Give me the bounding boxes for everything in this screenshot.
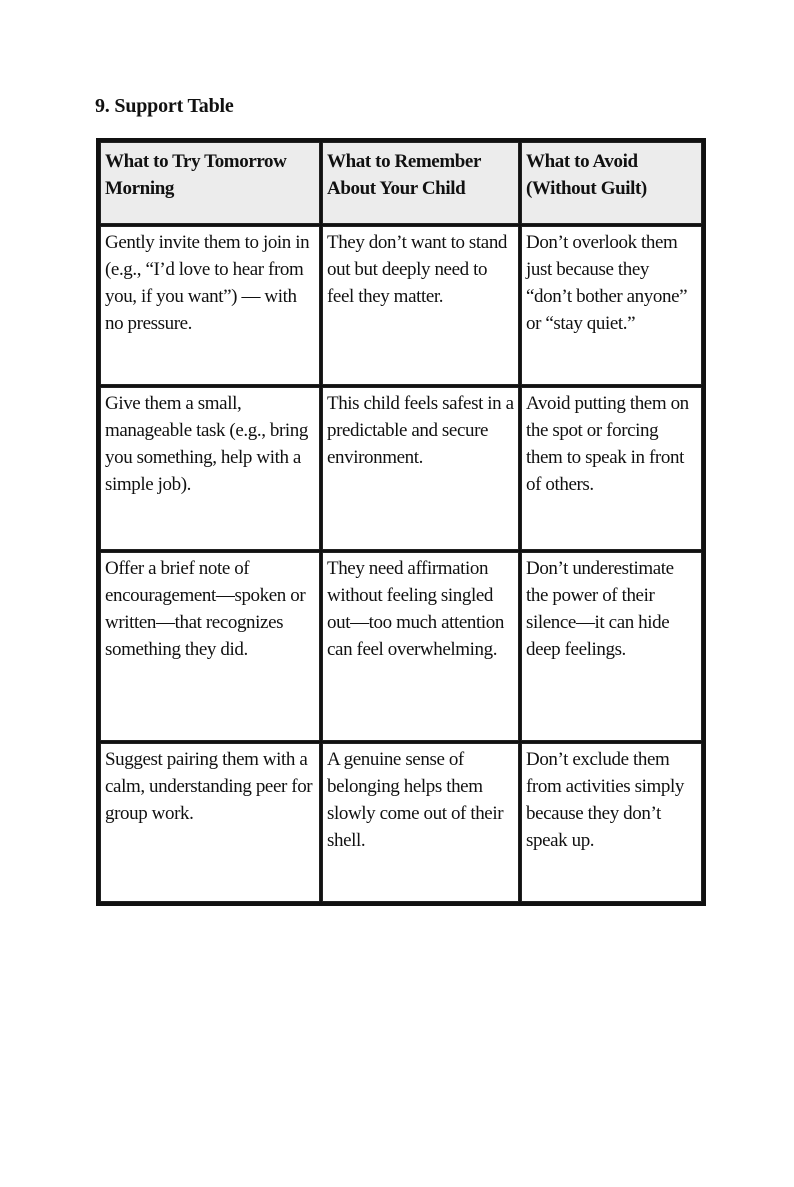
table-cell-avoid: Don’t exclude them from activities simply because they don’t speak up. — [520, 742, 703, 903]
table-cell-remember: They need affirmation without feeling singled out—too much attention can feel overwhelming. — [321, 551, 520, 742]
header-what-to-avoid: What to Avoid (Without Guilt) — [520, 141, 703, 225]
header-what-to-try: What to Try Tomorrow Morning — [99, 141, 321, 225]
table-cell-remember: This child feels safest in a predictable and secure environment. — [321, 386, 520, 551]
table-cell-try: Offer a brief note of encouragement—spoken or written—that recognizes something they did. — [99, 551, 321, 742]
table-header-row — [99, 141, 703, 225]
table-cell-avoid: Don’t overlook them just because they “don’t bother anyone” or “stay quiet.” — [520, 225, 703, 386]
section-title: 9. Support Table — [95, 95, 234, 117]
table-cell-remember: They don’t want to stand out but deeply need to feel they matter. — [321, 225, 520, 386]
table-cell-avoid: Don’t underestimate the power of their silence—it can hide deep feelings. — [520, 551, 703, 742]
support-table — [96, 138, 706, 906]
table-row — [99, 742, 703, 903]
table-cell-remember: A genuine sense of belonging helps them slowly come out of their shell. — [321, 742, 520, 903]
table-cell-try: Suggest pairing them with a calm, understanding peer for group work. — [99, 742, 321, 903]
table-row — [99, 551, 703, 742]
table-row — [99, 386, 703, 551]
table-cell-try: Give them a small, manageable task (e.g., bring you something, help with a simple job). — [99, 386, 321, 551]
header-what-to-remember: What to Remember About Your Child — [321, 141, 520, 225]
table-cell-avoid: Avoid putting them on the spot or forcing them to speak in front of others. — [520, 386, 703, 551]
table-cell-try: Gently invite them to join in (e.g., “I’d love to hear from you, if you want”) — with no pressure. — [99, 225, 321, 386]
table-row — [99, 225, 703, 386]
